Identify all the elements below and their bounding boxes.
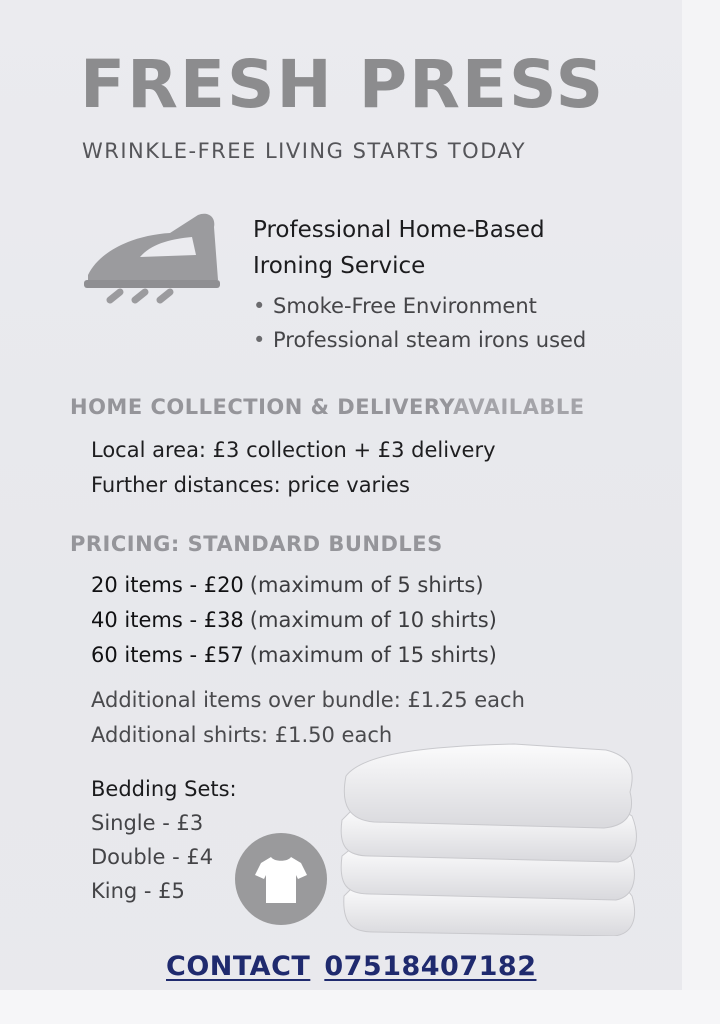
bundle-price: 20 items - £20 xyxy=(91,573,244,597)
bedding-heading: Bedding Sets: xyxy=(91,777,237,801)
bundle-list xyxy=(91,568,497,673)
bundle-note: (maximum of 5 shirts) xyxy=(249,573,484,597)
service-title-line2: Ironing Service xyxy=(253,253,426,279)
bedding-item: Double - £4 xyxy=(91,845,214,869)
feature-text: Professional steam irons used xyxy=(273,328,587,352)
delivery-line: Further distances: price varies xyxy=(91,473,410,497)
tshirt-icon xyxy=(235,833,327,925)
bundle-price: 60 items - £57 xyxy=(91,643,244,667)
iron-icon xyxy=(80,205,222,323)
page-edge-bottom xyxy=(0,990,720,1024)
delivery-heading xyxy=(70,395,585,419)
page-edge-right xyxy=(682,0,720,1024)
service-features xyxy=(253,289,586,357)
feature-text: Smoke-Free Environment xyxy=(273,294,537,318)
page-title: FRESH PRESS xyxy=(80,46,606,123)
delivery-heading-accent: AVAILABLE xyxy=(453,395,585,419)
folded-linen-illustration xyxy=(334,736,640,936)
bundle-note: (maximum of 15 shirts) xyxy=(249,643,497,667)
feature-item: • Smoke-Free Environment xyxy=(253,294,537,318)
service-title xyxy=(253,212,545,284)
tagline: WRINKLE-FREE LIVING STARTS TODAY xyxy=(82,139,527,163)
pricing-heading: PRICING: STANDARD BUNDLES xyxy=(70,532,443,556)
contact-link[interactable] xyxy=(166,951,536,982)
bundle-row xyxy=(91,638,497,673)
feature-item: • Professional steam irons used xyxy=(253,328,587,352)
bedding-item: Single - £3 xyxy=(91,811,204,835)
bundle-price: 40 items - £38 xyxy=(91,608,244,632)
bedding-item: King - £5 xyxy=(91,879,185,903)
extra-charge-line: Additional shirts: £1.50 each xyxy=(91,723,393,747)
contact-phone: 07518407182 xyxy=(324,951,537,982)
bundle-note: (maximum of 10 shirts) xyxy=(249,608,497,632)
contact-label: CONTACT xyxy=(166,951,311,982)
delivery-line: Local area: £3 collection + £3 delivery xyxy=(91,438,496,462)
bundle-row xyxy=(91,603,497,638)
delivery-heading-text: HOME COLLECTION & DELIVERY xyxy=(70,395,454,419)
bundle-row xyxy=(91,568,497,603)
bedding-sets xyxy=(91,772,237,908)
delivery-details xyxy=(91,433,496,503)
service-title-line1: Professional Home-Based xyxy=(253,217,545,243)
extra-charge-line: Additional items over bundle: £1.25 each xyxy=(91,688,525,712)
